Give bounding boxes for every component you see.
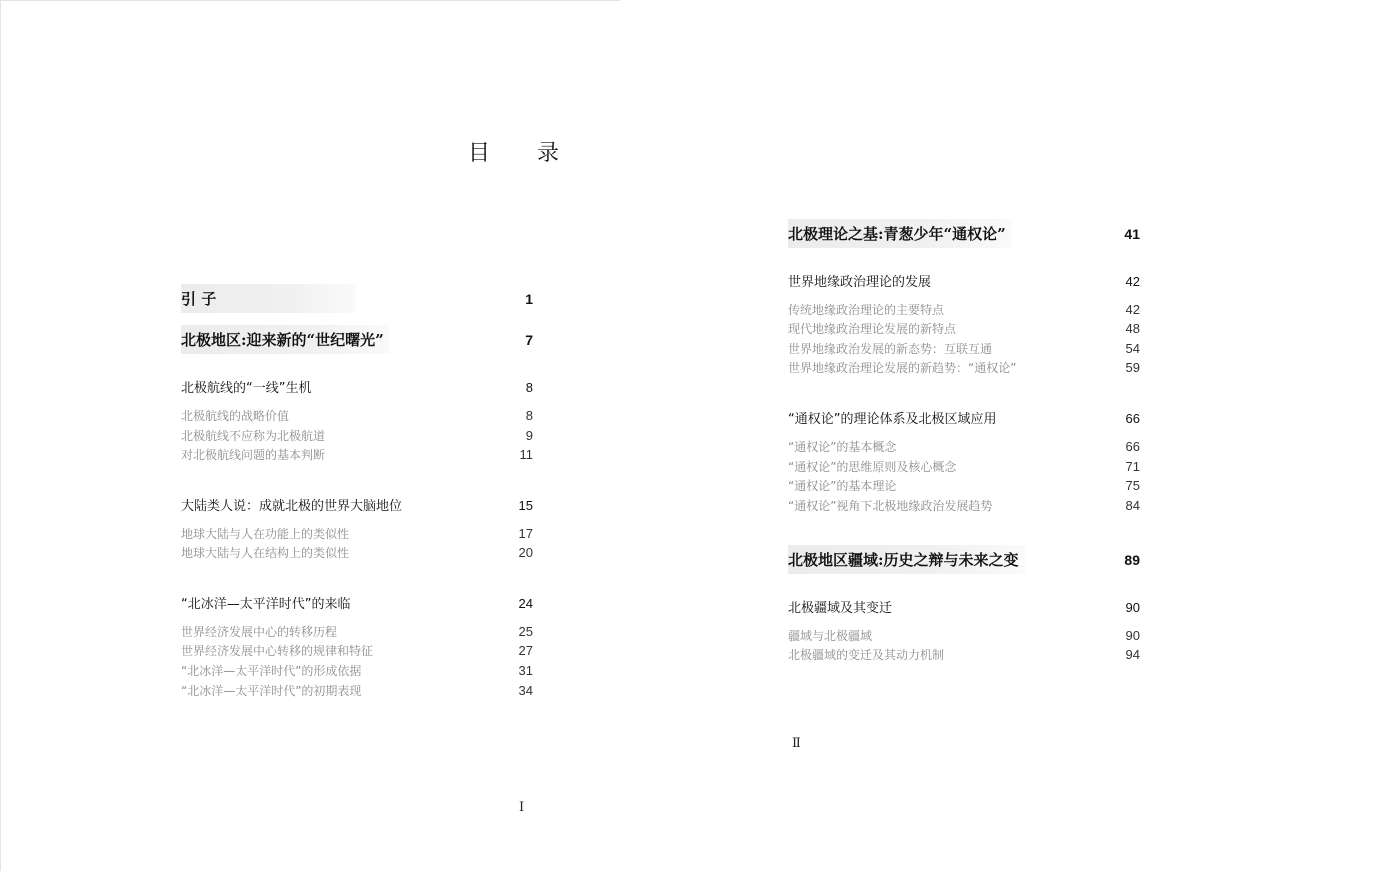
toc-section[interactable] (181, 623, 533, 640)
toc-section-title: 北极疆域的变迁及其动力机制 (788, 648, 945, 662)
toc-chapter[interactable] (788, 271, 1140, 290)
toc-section-page: 84 (1125, 498, 1140, 513)
toc-chapter-page: 66 (1125, 411, 1140, 426)
toc-section[interactable] (181, 446, 533, 463)
toc-title: 目 录 (468, 141, 579, 166)
toc-chapter[interactable] (788, 597, 1140, 616)
page-number: Ⅱ (792, 736, 801, 751)
toc-intro[interactable] (181, 284, 533, 313)
toc-section-page: 94 (1125, 647, 1140, 662)
toc-section-page: 20 (518, 545, 533, 560)
toc-part-3[interactable] (788, 545, 1140, 574)
toc-section[interactable] (788, 646, 1140, 663)
toc-chapter[interactable] (181, 495, 533, 514)
toc-chapter[interactable] (181, 377, 533, 396)
toc-section-page: 75 (1125, 478, 1140, 493)
toc-section-page: 66 (1125, 439, 1140, 454)
toc-section-title: 北极航线不应称为北极航道 (181, 429, 326, 443)
toc-section-page: 48 (1125, 321, 1140, 336)
toc-section-page: 34 (518, 683, 533, 698)
toc-chapter-page: 90 (1125, 600, 1140, 615)
toc-section[interactable] (788, 497, 1140, 514)
toc-chapter-title: “通权论”的理论体系及北极区域应用 (788, 412, 997, 427)
toc-section[interactable] (788, 458, 1140, 475)
toc-section[interactable] (788, 340, 1140, 357)
toc-section-page: 17 (518, 526, 533, 541)
toc-section-title: 地球大陆与人在功能上的类似性 (181, 527, 350, 541)
toc-section-title: 现代地缘政治理论发展的新特点 (788, 322, 957, 336)
toc-section[interactable] (181, 525, 533, 542)
toc-section-title: “通权论”的基本概念 (788, 440, 897, 454)
toc-section-page: 71 (1125, 459, 1140, 474)
toc-section-title: 疆域与北极疆域 (788, 629, 873, 643)
toc-section-title: 世界地缘政治理论发展的新趋势：“通权论” (788, 361, 1017, 375)
toc-section[interactable] (788, 627, 1140, 644)
toc-section[interactable] (181, 407, 533, 424)
toc-part-2[interactable] (788, 219, 1140, 248)
toc-section-page: 8 (525, 408, 533, 423)
toc-section-page: 9 (525, 428, 533, 443)
toc-section-page: 90 (1125, 628, 1140, 643)
toc-section[interactable] (788, 320, 1140, 337)
toc-section-title: 北极航线的战略价值 (181, 409, 290, 423)
toc-chapter-page: 42 (1125, 274, 1140, 289)
toc-chapter-title: 北极疆域及其变迁 (788, 601, 893, 616)
toc-intro-title: 引 子 (181, 284, 356, 313)
toc-part-1-title: 北极地区:迎来新的“世纪曙光” (181, 325, 390, 354)
toc-section-title: “通权论”的基本理论 (788, 479, 897, 493)
toc-chapter-title: 大陆类人说：成就北极的世界大脑地位 (181, 499, 403, 514)
toc-chapter-title: “北冰洋—太平洋时代”的来临 (181, 597, 351, 612)
toc-part-2-title: 北极理论之基:青葱少年“通权论” (788, 219, 1012, 248)
toc-section[interactable] (788, 301, 1140, 318)
toc-section-title: 地球大陆与人在结构上的类似性 (181, 546, 350, 560)
toc-chapter[interactable] (788, 408, 1140, 427)
toc-section-page: 27 (518, 643, 533, 658)
toc-section-page: 25 (518, 624, 533, 639)
toc-section-page: 59 (1125, 360, 1140, 375)
toc-section[interactable] (181, 662, 533, 679)
toc-section[interactable] (181, 682, 533, 699)
toc-section[interactable] (788, 359, 1140, 376)
toc-chapter-title: 北极航线的“一线”生机 (181, 381, 312, 396)
toc-section[interactable] (181, 544, 533, 561)
toc-section-title: 对北极航线问题的基本判断 (181, 448, 326, 462)
toc-section-title: “北冰洋—太平洋时代”的初期表现 (181, 684, 362, 698)
toc-chapter[interactable] (181, 593, 533, 612)
toc-section-page: 54 (1125, 341, 1140, 356)
toc-chapter-page: 24 (518, 596, 533, 611)
toc-intro-page: 1 (525, 291, 533, 307)
toc-part-1[interactable] (181, 325, 533, 354)
toc-part-3-page: 89 (1124, 552, 1140, 568)
toc-section-page: 42 (1125, 302, 1140, 317)
toc-section-title: 传统地缘政治理论的主要特点 (788, 303, 945, 317)
toc-section[interactable] (788, 477, 1140, 494)
toc-section-title: 世界经济发展中心的转移历程 (181, 625, 338, 639)
toc-chapter-page: 15 (518, 498, 533, 513)
toc-section[interactable] (181, 642, 533, 659)
toc-section-title: “通权论”视角下北极地缘政治发展趋势 (788, 499, 993, 513)
toc-part-2-page: 41 (1124, 226, 1140, 242)
toc-section-page: 11 (519, 447, 533, 462)
page-number: I (519, 800, 525, 815)
toc-section-title: 世界地缘政治发展的新态势：互联互通 (788, 342, 993, 356)
toc-section-title: “通权论”的思维原则及核心概念 (788, 460, 957, 474)
toc-chapter-page: 8 (525, 380, 533, 395)
right-page (620, 0, 1396, 871)
toc-section[interactable] (181, 427, 533, 444)
toc-section-page: 31 (518, 663, 533, 678)
toc-part-3-title: 北极地区疆域:历史之辩与未来之变 (788, 545, 1025, 574)
toc-section-title: 世界经济发展中心转移的规律和特征 (181, 644, 374, 658)
toc-chapter-title: 世界地缘政治理论的发展 (788, 275, 932, 290)
toc-section[interactable] (788, 438, 1140, 455)
toc-section-title: “北冰洋—太平洋时代”的形成依据 (181, 664, 362, 678)
toc-part-1-page: 7 (525, 332, 533, 348)
